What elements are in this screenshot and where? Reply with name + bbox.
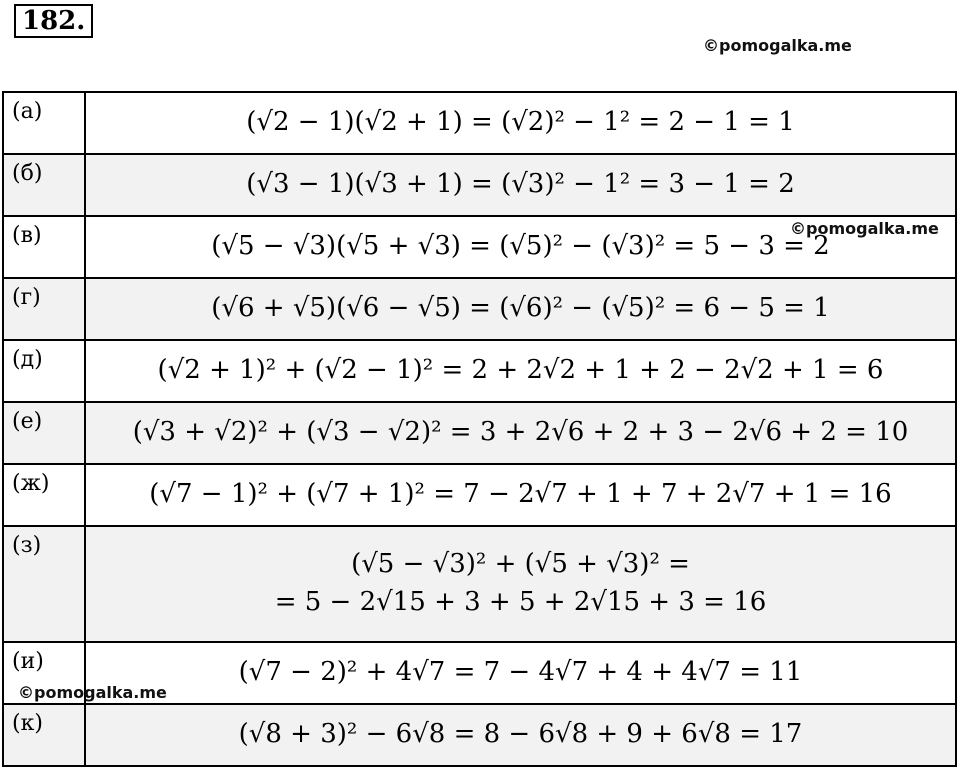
equation-line: (√7 − 2)² + 4√7 = 7 − 4√7 + 4 + 4√7 = 11	[238, 657, 803, 688]
equation	[85, 340, 956, 402]
table-row	[3, 92, 956, 154]
equation-line: (√6 + √5)(√6 − √5) = (√6)² − (√5)² = 6 − 5 = 1	[211, 293, 830, 324]
equation-line: (√3 − 1)(√3 + 1) = (√3)² − 1² = 3 − 1 = 2	[246, 169, 795, 200]
row-label: (а)	[3, 92, 85, 154]
equation	[85, 154, 956, 216]
table-row	[3, 340, 956, 402]
solutions-table	[2, 91, 957, 767]
equation-line: = 5 − 2√15 + 3 + 5 + 2√15 + 3 = 16	[274, 587, 767, 617]
watermark-bottom: ©pomogalka.me	[18, 683, 167, 702]
row-label: (з)	[3, 526, 85, 642]
equation-line: (√8 + 3)² − 6√8 = 8 − 6√8 + 9 + 6√8 = 17	[238, 719, 803, 750]
row-label: (к)	[3, 704, 85, 766]
equation-line: (√5 − √3)(√5 + √3) = (√5)² − (√3)² = 5 − 3 = 2	[211, 231, 830, 262]
row-label: (ж)	[3, 464, 85, 526]
row-label: (б)	[3, 154, 85, 216]
problem-number: 182.	[14, 4, 93, 38]
row-label: (д)	[3, 340, 85, 402]
row-label: (е)	[3, 402, 85, 464]
equation-line: (√2 − 1)(√2 + 1) = (√2)² − 1² = 2 − 1 = 1	[246, 107, 795, 138]
equation	[85, 704, 956, 766]
table-row	[3, 704, 956, 766]
row-label: (в)	[3, 216, 85, 278]
table-row	[3, 278, 956, 340]
table-row	[3, 154, 956, 216]
equation	[85, 526, 956, 642]
equation	[85, 278, 956, 340]
watermark-middle: ©pomogalka.me	[790, 219, 939, 238]
table-row	[3, 464, 956, 526]
equation	[85, 402, 956, 464]
equation	[85, 464, 956, 526]
watermark-top: ©pomogalka.me	[703, 36, 852, 55]
equation	[85, 92, 956, 154]
equation-line: (√2 + 1)² + (√2 − 1)² = 2 + 2√2 + 1 + 2 − 2√2 + 1 = 6	[157, 355, 884, 386]
table-row	[3, 402, 956, 464]
equation-line: (√5 − √3)² + (√5 + √3)² =	[351, 549, 690, 580]
equation	[85, 642, 956, 704]
equation-line: (√3 + √2)² + (√3 − √2)² = 3 + 2√6 + 2 + 3 − 2√6 + 2 = 10	[132, 417, 909, 448]
equation-line: (√7 − 1)² + (√7 + 1)² = 7 − 2√7 + 1 + 7 + 2√7 + 1 = 16	[149, 479, 892, 510]
row-label: (г)	[3, 278, 85, 340]
row-label: (и)	[3, 642, 85, 704]
table-row	[3, 526, 956, 642]
